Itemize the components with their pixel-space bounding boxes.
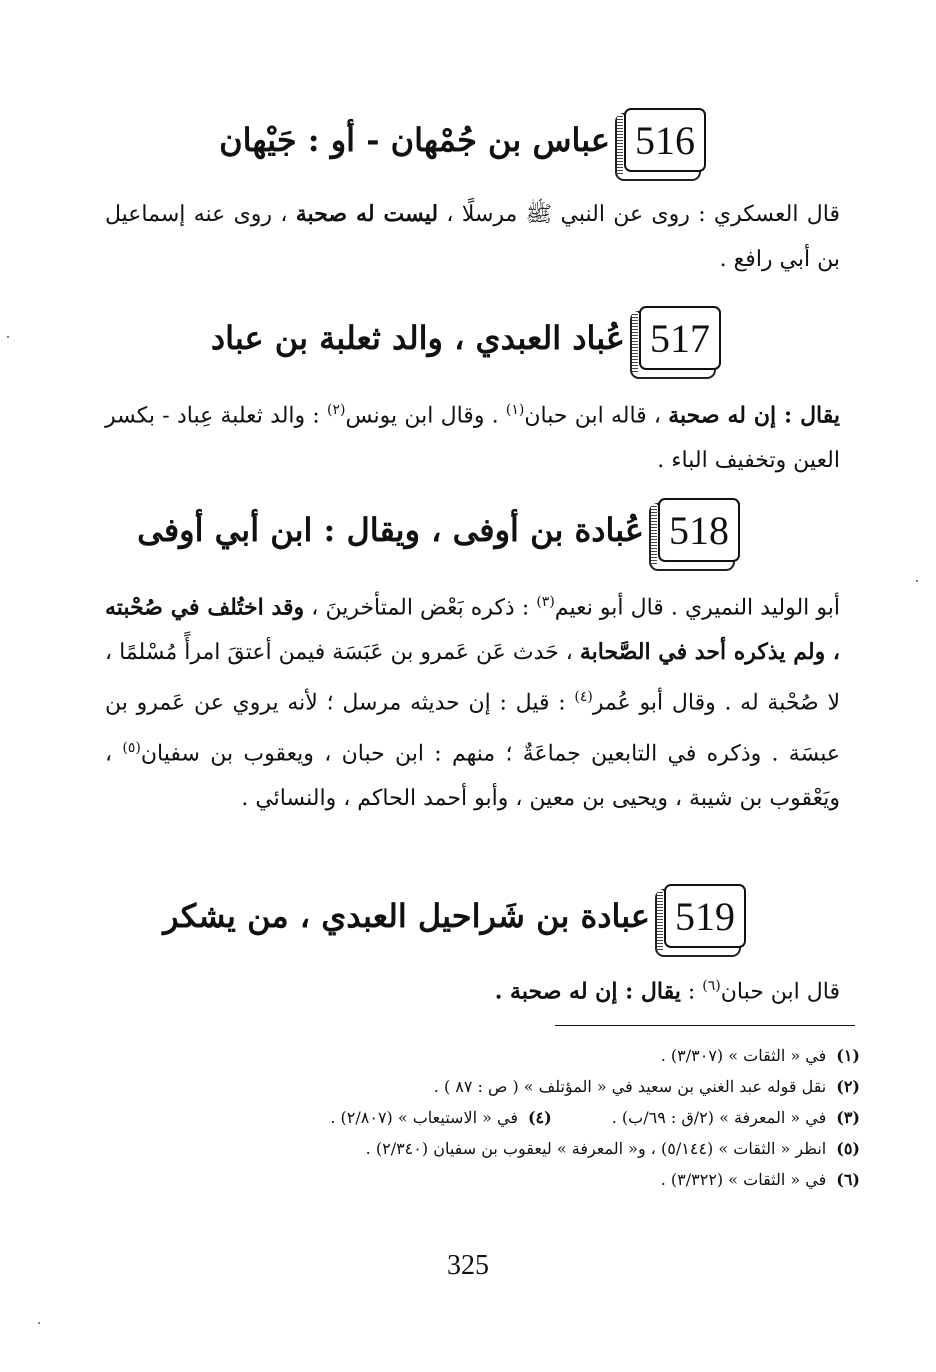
footnote-line: [140, 1164, 860, 1195]
footnote-reference: (٤): [574, 689, 593, 706]
bold-text-run: يقال : إن له صحبة: [668, 402, 841, 429]
page-number: 325: [447, 1250, 489, 1281]
footnotes: [140, 1040, 860, 1195]
footnote: [434, 1071, 860, 1102]
footnote-number: (٣): [836, 1108, 860, 1127]
footnote-reference: (٣): [536, 594, 555, 610]
footnote-reference: (٦): [702, 978, 721, 994]
footnote-text: في « الاستيعاب » (٢/٨٠٧) .: [330, 1108, 518, 1127]
entry-heading-519: [163, 884, 746, 948]
footnote-line: [140, 1040, 860, 1071]
entry-text-519: [105, 964, 840, 1014]
entry-title: عبادة بن شَراحيل العبدي ، من يشكر: [163, 897, 650, 935]
footnote-number: (٢): [836, 1077, 860, 1096]
text-run: قال العسكري : روى عن النبي ﷺ مرسلًا ،: [438, 202, 840, 227]
bold-text-run: ليست له صحبة: [295, 201, 439, 227]
footnote-reference: (٥): [122, 739, 141, 756]
footnote: [661, 1040, 860, 1071]
entry-number-box: 518: [658, 498, 740, 562]
bold-text-run: يقال : إن له صحبة .: [494, 978, 681, 1005]
entry-text-518: [105, 580, 840, 821]
footnote-line: [140, 1133, 860, 1164]
entry-number-box: 516: [624, 108, 706, 172]
scan-speck: [38, 1322, 40, 1324]
text-run: :: [680, 979, 703, 1005]
text-run: أبو الوليد النميري . قال أبو نعيم: [554, 595, 840, 621]
scan-speck: [916, 580, 918, 582]
text-run: . وقال ابن يونس: [345, 403, 506, 429]
footnote-text: انظر « الثقات » (٥/١٤٤) ، و« المعرفة » ليعقوب بن سفيان (٢/٣٤٠) .: [365, 1139, 827, 1158]
entry-text-516: [105, 192, 840, 282]
footnote-number: (٥): [836, 1139, 860, 1158]
text-run: ، قاله ابن حبان: [524, 403, 669, 429]
footnote-reference: (١): [505, 402, 525, 418]
entry-heading-518: [137, 498, 740, 562]
footnote-text: نقل قوله عبد الغني بن سعيد في « المؤتلف » ( ص : ٨٧ ) .: [433, 1077, 827, 1096]
footnote-text: في « الثقات » (٣/٣٠٧) .: [660, 1046, 827, 1065]
footnote-line: [140, 1071, 860, 1102]
footnote-reference: (٢): [327, 402, 346, 418]
text-run: ، حَدث عَن عَمرو بن عَبَسَة فيمن أعتقَ امرأً مُسْلمًا ، لا صُحْبة له . وقال أبو عُمر: [105, 640, 840, 716]
entry-heading-516: [219, 108, 706, 172]
entry-title: عباس بن جُمْهان - أو : جَيْهان: [219, 121, 610, 159]
footnote-line: [140, 1102, 860, 1133]
text-run: : قيل : إن حديثه مرسل ؛ لأنه يروي عن عَمرو بن عبسَة . وذكره في التابعين جماعَةٌ ؛ منهم : ابن حبان ، ويعقوب بن سفيان: [105, 690, 840, 766]
entry-text-517: [105, 388, 840, 483]
footnote-number: (٤): [527, 1108, 552, 1127]
text-run: قال ابن حبان: [720, 979, 840, 1005]
scan-speck: [7, 336, 9, 338]
footnote-number: (١): [836, 1046, 860, 1065]
bold-text-run: وقد اختُلف في صُحْبته ، ولم يذكره أحد في الصَّحابة: [105, 594, 840, 666]
entry-title: عُباد العبدي ، والد ثعلبة بن عباد: [210, 319, 625, 357]
entry-title: عُبادة بن أوفى ، ويقال : ابن أبي أوفى: [137, 511, 644, 549]
footnote-number: (٦): [836, 1170, 860, 1189]
text-run: ، ويَعْقوب بن شيبة ، ويحيى بن معين ، وأبو أحمد الحاكم ، والنسائي .: [105, 740, 840, 811]
text-run: : ذكره بَعْض المتأخرينَ ،: [304, 595, 537, 621]
footnote-text: في « الثقات » (٣/٣٢٢) .: [660, 1170, 827, 1189]
footnote: [661, 1164, 860, 1195]
entry-number-box: 519: [664, 884, 746, 948]
footnote: [366, 1133, 860, 1164]
text-run: ، روى عنه إسماعيل بن أبي رافع .: [105, 202, 840, 272]
footnote: [612, 1102, 860, 1133]
text-run: : والد ثعلبة عِباد - بكسر العين وتخفيف الباء .: [105, 403, 840, 474]
footnote-divider: [555, 1025, 855, 1026]
footnote-text: في « المعرفة » (٢/ق : ٦٩/ب) .: [611, 1108, 827, 1127]
footnote: [330, 1102, 551, 1133]
entry-number-box: 517: [639, 306, 721, 370]
entry-heading-517: [211, 306, 721, 370]
